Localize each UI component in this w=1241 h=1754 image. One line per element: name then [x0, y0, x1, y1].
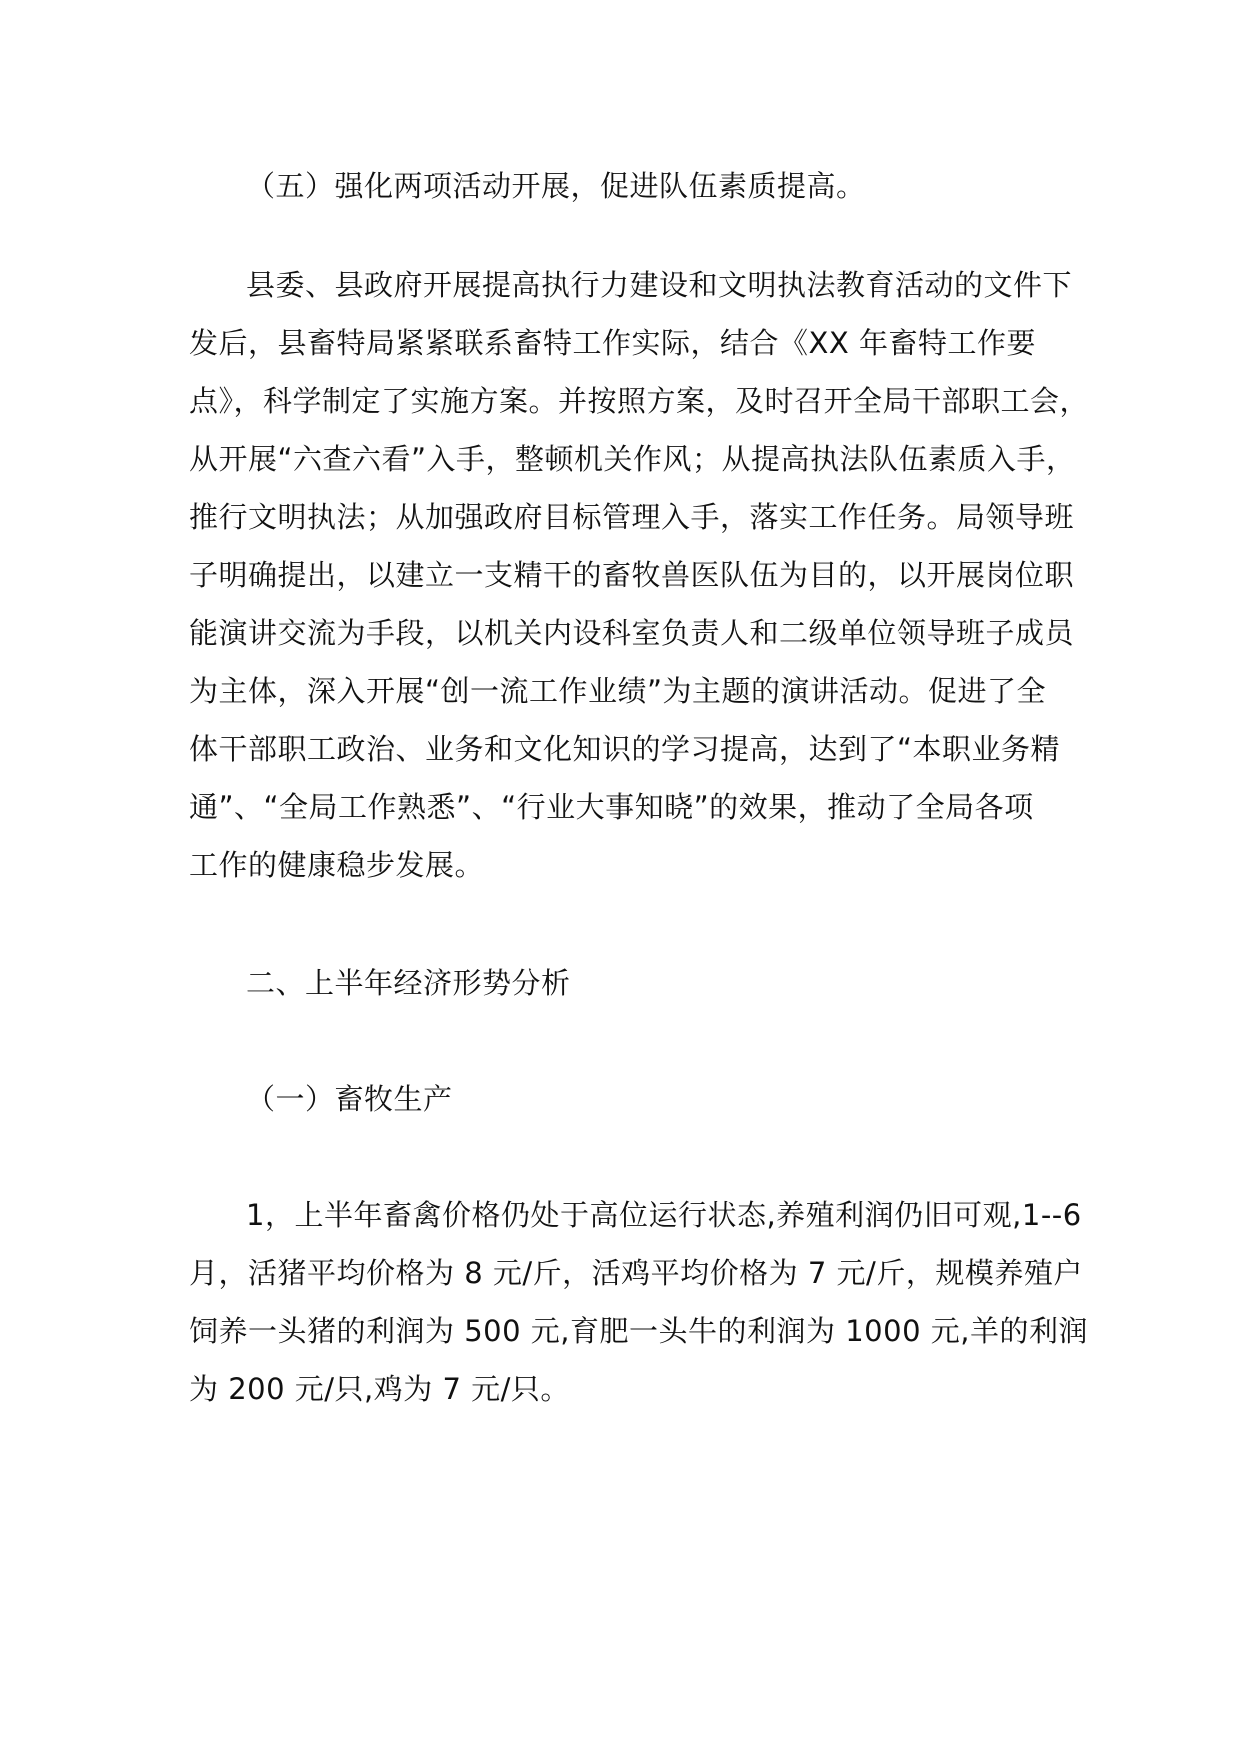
- paragraph-1-line-5: 推行文明执法；从加强政府目标管理入手，落实工作任务。局领导班: [189, 500, 1075, 534]
- paragraph-1-line-1: 县委、县政府开展提高执行力建设和文明执法教育活动的文件下: [246, 268, 1073, 302]
- paragraph-1-line-7: 能演讲交流为手段，以机关内设科室负责人和二级单位领导班子成员: [189, 616, 1075, 650]
- paragraph-1-line-3: 点》，科学制定了实施方案。并按照方案，及时召开全局干部职工会，: [189, 384, 1090, 418]
- paragraph-2-line-3: 饲养一头猪的利润为 500 元,育肥一头牛的利润为 1000 元,羊的利润: [189, 1314, 1088, 1348]
- paragraph-1-line-4: 从开展“六查六看”入手，整顿机关作风；从提高执法队伍素质入手，: [189, 442, 1076, 476]
- heading-section-5: （五）强化两项活动开展，促进队伍素质提高。: [246, 169, 866, 203]
- paragraph-2-line-4: 为 200 元/只,鸡为 7 元/只。: [189, 1372, 570, 1406]
- paragraph-1-line-6: 子明确提出，以建立一支精干的畜牧兽医队伍为目的，以开展岗位职: [189, 558, 1075, 592]
- paragraph-1-line-11: 工作的健康稳步发展。: [189, 848, 485, 882]
- paragraph-1-line-8: 为主体，深入开展“创一流工作业绩”为主题的演讲活动。促进了全: [189, 674, 1047, 708]
- subsection-1-title: （一）畜牧生产: [246, 1082, 453, 1116]
- paragraph-2-line-2: 月，活猪平均价格为 8 元/斤，活鸡平均价格为 7 元/斤，规模养殖户: [189, 1256, 1083, 1290]
- paragraph-1-line-2: 发后，县畜特局紧紧联系畜特工作实际，结合《XX 年畜特工作要: [189, 326, 1036, 360]
- paragraph-1-line-9: 体干部职工政治、业务和文化知识的学习提高，达到了“本职业务精: [189, 732, 1061, 766]
- paragraph-2-line-1: 1，上半年畜禽价格仍处于高位运行状态,养殖利润仍旧可观,1--6: [246, 1198, 1082, 1232]
- paragraph-1-line-10: 通”、“全局工作熟悉”、“行业大事知晓”的效果，推动了全局各项: [189, 790, 1034, 824]
- section-2-title: 二、上半年经济形势分析: [246, 966, 571, 1000]
